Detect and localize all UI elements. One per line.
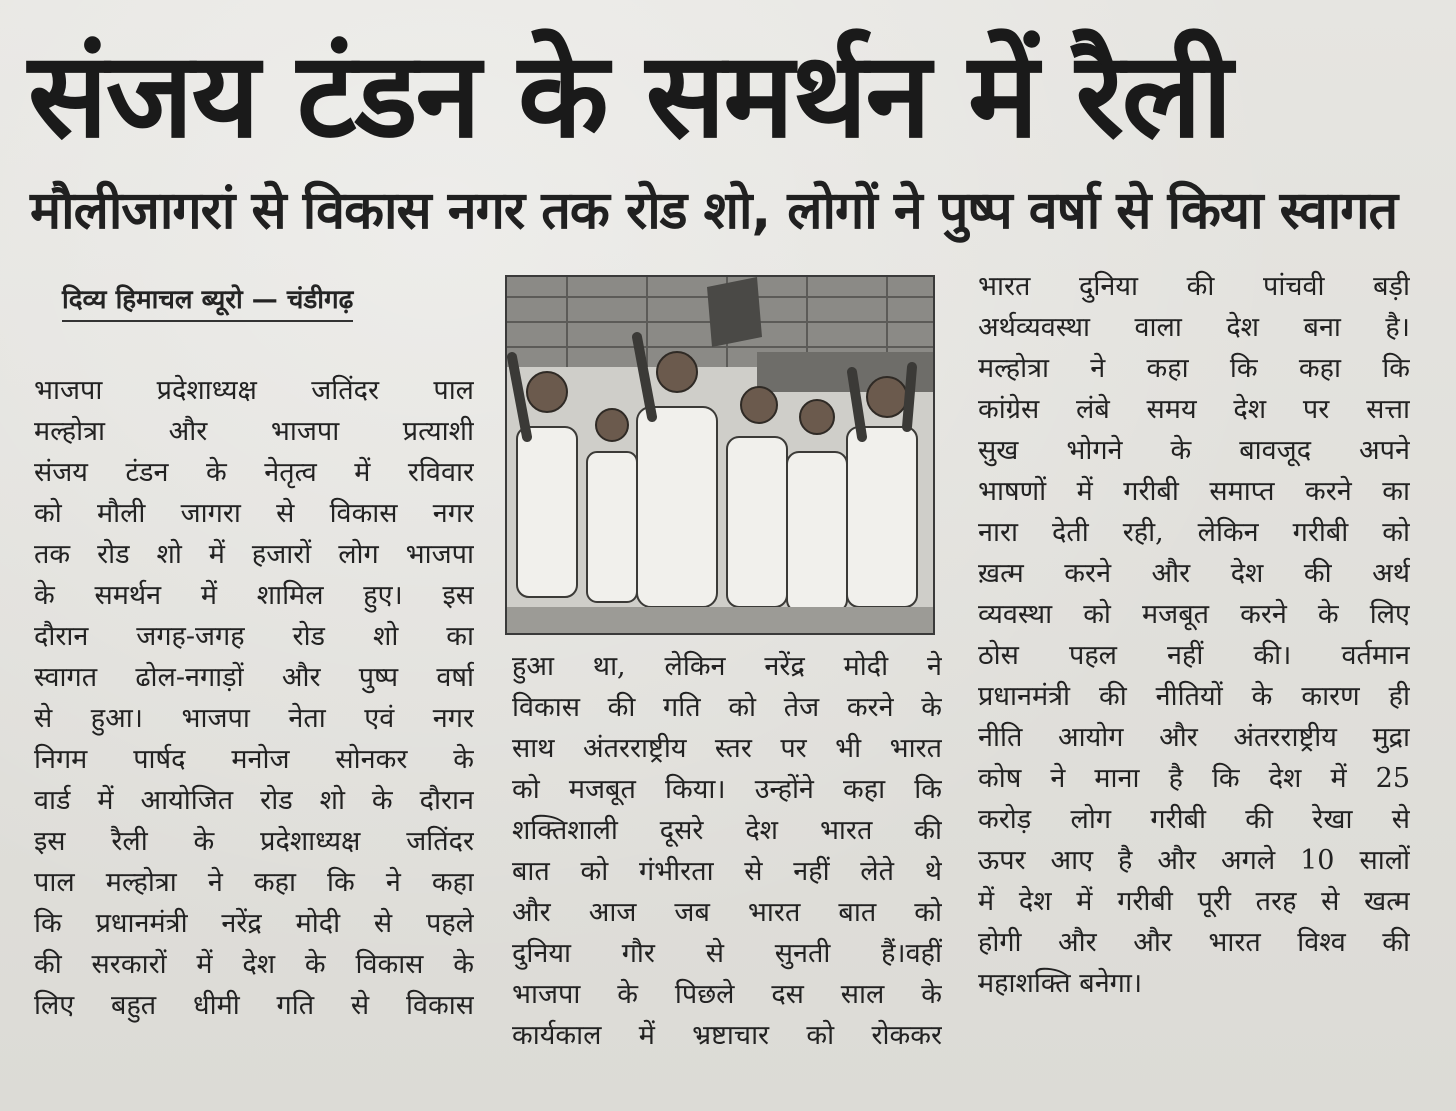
text-line: कि प्रधानमंत्री नरेंद्र मोदी से पहले (34, 908, 474, 939)
text-line: लिए बहुत धीमी गति से विकास (34, 990, 474, 1021)
byline: दिव्य हिमाचल ब्यूरो — चंडीगढ़ (62, 278, 353, 322)
text-line: नारा देती रही, लेकिन गरीबी को (978, 517, 1410, 548)
text-line: मल्होत्रा और भाजपा प्रत्याशी (34, 416, 474, 447)
text-line: कार्यकाल में भ्रष्टाचार को रोककर (512, 1020, 942, 1051)
text-line: निगम पार्षद मनोज सोनकर के (34, 744, 474, 775)
text-line: भाजपा प्रदेशाध्यक्ष जतिंदर पाल (34, 375, 474, 406)
subheadline: मौलीजागरां से विकास नगर तक रोड शो, लोगों ने पुष्प वर्षा से किया स्वागत (30, 181, 1398, 241)
rally-photo (505, 275, 935, 635)
headline: संजय टंडन के समर्थन में रैली (28, 26, 1231, 164)
text-line: व्यवस्था को मजबूत करने के लिए (978, 599, 1410, 630)
text-line: पाल मल्होत्रा ने कहा कि ने कहा (34, 867, 474, 898)
text-line: दौरान जगह-जगह रोड शो का (34, 621, 474, 652)
text-line: ठोस पहल नहीं की। वर्तमान (978, 640, 1410, 671)
text-line: तक रोड शो में हजारों लोग भाजपा (34, 539, 474, 570)
rally-photo-illustration (507, 277, 935, 635)
text-line: को मौली जागरा से विकास नगर (34, 498, 474, 529)
text-line: हुआ था, लेकिन नरेंद्र मोदी ने (512, 651, 942, 682)
text-line: साथ अंतरराष्ट्रीय स्तर पर भी भारत (512, 733, 942, 764)
text-line: अर्थव्यवस्था वाला देश बना है। (978, 312, 1410, 343)
text-line: कोष ने माना है कि देश में 25 (978, 763, 1410, 794)
text-line: स्वागत ढोल-नगाड़ों और पुष्प वर्षा (34, 662, 474, 693)
article-column-3 (978, 266, 1410, 1004)
text-line: सुख भोगने के बावजूद अपने (978, 435, 1410, 466)
text-line: संजय टंडन के नेतृत्व में रविवार (34, 457, 474, 488)
text-line: मल्होत्रा ने कहा कि कहा कि (978, 353, 1410, 384)
text-line: कांग्रेस लंबे समय देश पर सत्ता (978, 394, 1410, 425)
text-line: बात को गंभीरता से नहीं लेते थे (512, 856, 942, 887)
text-line: ख़त्म करने और देश की अर्थ (978, 558, 1410, 589)
text-line: शक्तिशाली दूसरे देश भारत की (512, 815, 942, 846)
text-line: नीति आयोग और अंतरराष्ट्रीय मुद्रा (978, 722, 1410, 753)
text-line: विकास की गति को तेज करने के (512, 692, 942, 723)
text-line: से हुआ। भाजपा नेता एवं नगर (34, 703, 474, 734)
text-line: भाषणों में गरीबी समाप्त करने का (978, 476, 1410, 507)
text-line: की सरकारों में देश के विकास के (34, 949, 474, 980)
article-column-1 (34, 370, 474, 1026)
text-line: और आज जब भारत बात को (512, 897, 942, 928)
text-line: ऊपर आए है और अगले 10 सालों (978, 845, 1410, 876)
text-line: दुनिया गौर से सुनती हैं।वहीं (512, 938, 942, 969)
text-line: इस रैली के प्रदेशाध्यक्ष जतिंदर (34, 826, 474, 857)
text-line: के समर्थन में शामिल हुए। इस (34, 580, 474, 611)
article-column-2 (512, 646, 942, 1056)
text-line: करोड़ लोग गरीबी की रेखा से (978, 804, 1410, 835)
text-line: होगी और और भारत विश्व की (978, 927, 1410, 958)
text-line: वार्ड में आयोजित रोड शो के दौरान (34, 785, 474, 816)
text-line: में देश में गरीबी पूरी तरह से खत्म (978, 886, 1410, 917)
text-line: प्रधानमंत्री की नीतियों के कारण ही (978, 681, 1410, 712)
text-line: भाजपा के पिछले दस साल के (512, 979, 942, 1010)
text-line: भारत दुनिया की पांचवी बड़ी (978, 271, 1410, 302)
text-line: को मजबूत किया। उन्होंने कहा कि (512, 774, 942, 805)
text-line: महाशक्ति बनेगा। (978, 968, 1143, 999)
